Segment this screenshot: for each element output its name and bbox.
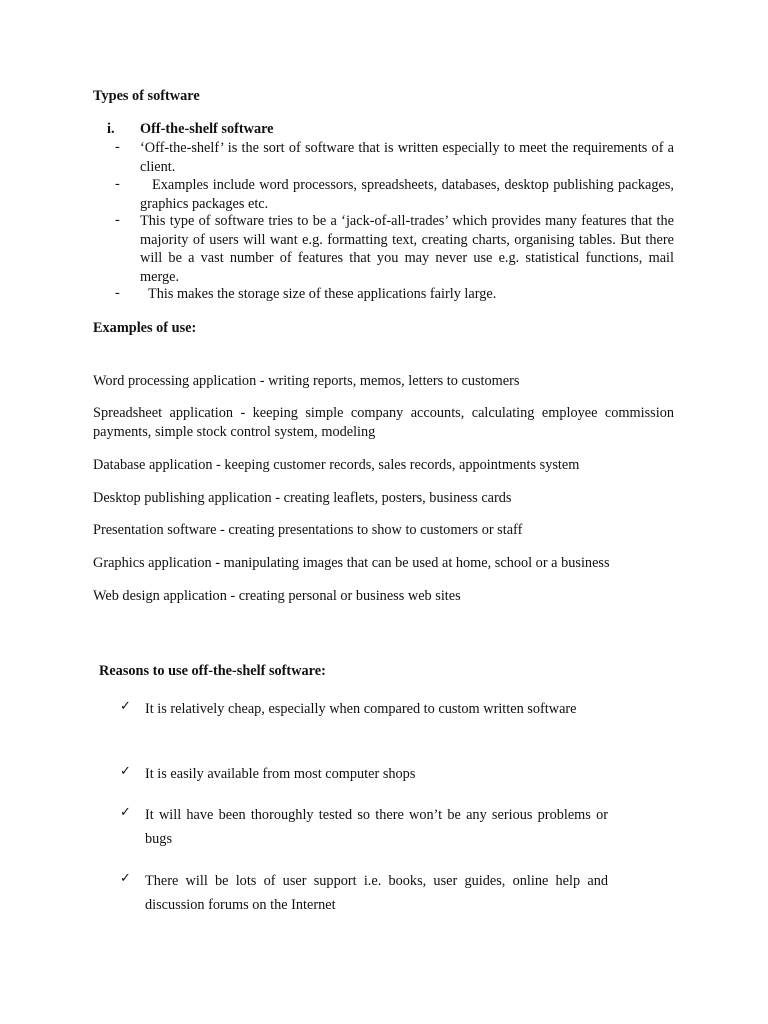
bullet-text: This makes the storage size of these applications fairly large. xyxy=(148,286,497,302)
check-mark-icon: ✓ xyxy=(120,764,131,779)
example-item: Presentation software - creating presentations to show to customers or staff xyxy=(93,522,523,538)
section-title-types-of-software: Types of software xyxy=(93,88,200,104)
reason-item: There will be lots of user support i.e. books, user guides, online help and discussion forums on the Internet xyxy=(145,873,608,913)
reason-item: It is easily available from most computer shops xyxy=(145,766,416,782)
section-title-examples-of-use: Examples of use: xyxy=(93,320,197,336)
reason-item: It will have been thoroughly tested so there won’t be any serious problems or bugs xyxy=(145,807,608,847)
section-title-reasons: Reasons to use off-the-shelf software: xyxy=(99,663,326,679)
check-mark-icon: ✓ xyxy=(120,871,131,886)
example-item: Word processing application - writing reports, memos, letters to customers xyxy=(93,373,520,389)
reason-item: It is relatively cheap, especially when compared to custom written software xyxy=(145,701,577,717)
check-mark-icon: ✓ xyxy=(120,699,131,714)
example-item: Graphics application - manipulating images that can be used at home, school or a business xyxy=(93,555,610,571)
example-item: Database application - keeping customer records, sales records, appointments system xyxy=(93,457,580,473)
dash-bullet: - xyxy=(115,285,120,301)
dash-bullet: - xyxy=(115,176,120,192)
subsection-title-off-the-shelf: Off-the-shelf software xyxy=(140,121,274,137)
bullet-text: ‘Off-the-shelf’ is the sort of software that is written especially to meet the requirements of a client. xyxy=(140,140,674,175)
example-item: Spreadsheet application - keeping simple company accounts, calculating employee commission payments, simple stock control system, modeling xyxy=(93,405,674,440)
example-item: Web design application - creating personal or business web sites xyxy=(93,588,461,604)
example-item: Desktop publishing application - creating leaflets, posters, business cards xyxy=(93,490,512,506)
check-mark-icon: ✓ xyxy=(120,805,131,820)
dash-bullet: - xyxy=(115,139,120,155)
bullet-text: Examples include word processors, spreadsheets, databases, desktop publishing packages, graphics packages etc. xyxy=(140,177,674,212)
item-number: i. xyxy=(107,121,115,137)
bullet-text: This type of software tries to be a ‘jack-of-all-trades’ which provides many features that the majority of users will want e.g. formatting text, creating charts, organising tables. But there will be a vast number of features that you may never use e.g. statistical functions, mail merge. xyxy=(140,213,674,285)
dash-bullet: - xyxy=(115,212,120,228)
